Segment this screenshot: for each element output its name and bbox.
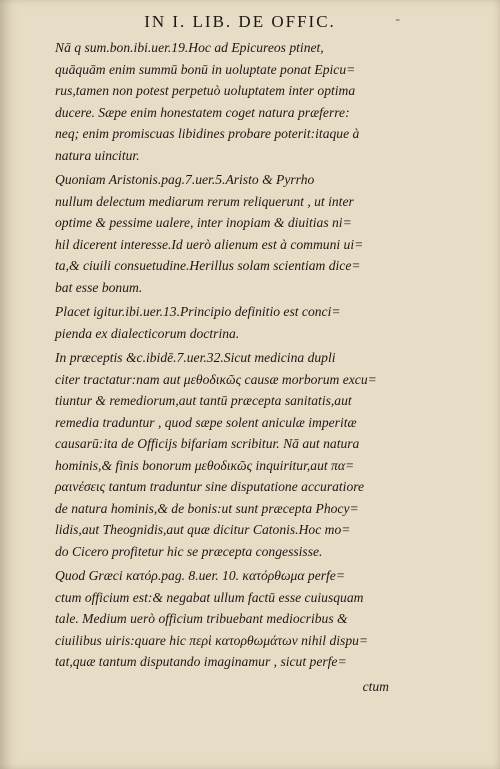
text-line: hominis,& finis bonorum μεθοδικῶς inquiritur,aut πα= <box>55 457 355 473</box>
text-line: ciuilibus uiris:quare hic περὶ κατορθωμάτων nihil dispu= <box>55 632 369 648</box>
text-line: tat,quæ tantum disputando imaginamur , sicut perfe= <box>55 654 347 669</box>
text-line: optime & pessime ualere, inter inopiam & diuitias ni= <box>55 215 352 230</box>
text-line: hil dicerent interesse.Id uerò alienum est à communi ui= <box>55 236 364 252</box>
text-line: do Cicero profitetur hic se præcepta congessisse. <box>55 543 323 559</box>
catchword: ctum <box>362 678 389 694</box>
text-line: ducere. Sæpe enim honestatem coget natura præferre: <box>55 104 350 120</box>
text-line: natura uincitur. <box>55 147 140 163</box>
text-line: Quoniam Aristonis.pag.7.uer.5.Aristo & Pyrrho <box>55 172 315 187</box>
text-line: Placet igitur.ibi.uer.13.Principio definitio est conci= <box>55 304 341 319</box>
text-line: lidis,aut Theognidis,aut quæ dicitur Catonis.Hoc mo= <box>55 522 351 537</box>
text-line: tiuntur & remediorum,aut tantū præcepta sanitatis,aut <box>55 393 352 408</box>
body-text <box>55 37 407 697</box>
text-line: Nā q sum.bon.ibi.uer.19.Hoc ad Epicureos ptinet, <box>55 40 324 55</box>
paragraph <box>55 301 407 344</box>
text-line: tale. Medium uerò officium tribuebant mediocribus & <box>55 611 348 626</box>
running-head <box>100 12 402 32</box>
paragraph <box>55 169 407 298</box>
paragraph <box>55 565 407 673</box>
text-line: neq; enim promiscuas libidines probare poterit:itaque à <box>55 126 360 141</box>
text-line: remedia traduntur , quod sæpe solent aniculæ imperitæ <box>55 414 357 430</box>
header-mark: - <box>395 12 402 27</box>
running-title: IN I. LIB. DE OFFIC. <box>144 12 336 31</box>
text-line: ραινέσεις tantum traduntur sine disputatione accuratiore <box>55 479 365 494</box>
text-line: nullum delectum mediarum rerum reliquerunt , ut inter <box>55 193 354 209</box>
text-line: In præceptis &c.ibidē.7.uer.32.Sicut medicina dupli <box>55 350 336 365</box>
text-line: bat esse bonum. <box>55 279 143 295</box>
text-line: causarū:ita de Officijs bifariam scribitur. Nā aut natura <box>55 436 360 451</box>
text-line: rus,tamen non potest perpetuò uoluptatem inter optima <box>55 83 356 98</box>
text-line: citer tractatur:nam aut μεθοδικῶς causæ morborum excu= <box>55 371 377 387</box>
paragraph <box>55 347 407 562</box>
text-line: de natura hominis,& de bonis:ut sunt præcepta Phocy= <box>55 500 359 516</box>
text-line: pienda ex dialecticorum doctrina. <box>55 325 240 341</box>
paragraph <box>55 37 407 166</box>
text-line: quāquām enim summū bonū in uoluptate ponat Epicu= <box>55 61 356 77</box>
text-line: ta,& ciuili consuetudine.Herillus solam scientiam dice= <box>55 258 361 273</box>
text-line: Quod Græci κατόρ.pag. 8.uer. 10. κατόρθωμα perfe= <box>55 568 346 583</box>
text-line: ctum officium est:& negabat ullum factū esse cuiusquam <box>55 589 364 605</box>
